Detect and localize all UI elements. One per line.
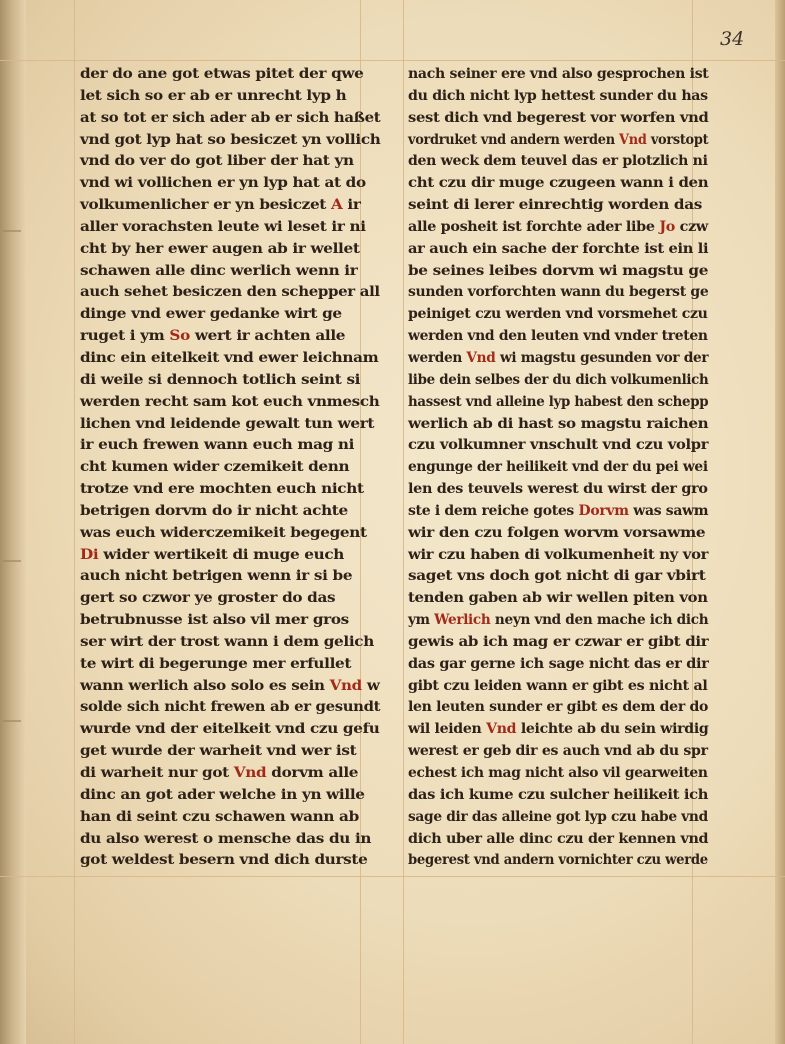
line-text: at so tot er sich ader ab er sich haßet [80, 109, 381, 126]
text-line [80, 457, 380, 479]
line-text: len leuten sunder er gibt es dem der do [408, 699, 709, 716]
stitch-mark [3, 560, 21, 562]
text-line [408, 326, 708, 348]
line-text: vnd got lyp hat so besiczet yn vollich [80, 131, 381, 148]
rubric-initial: Di [80, 546, 99, 563]
line-text: betrigen dorvm do ir nicht achte [80, 502, 348, 519]
rubric-initial: Jo [659, 218, 676, 235]
text-line [408, 785, 708, 807]
ruling-line [0, 60, 785, 61]
text-line [80, 850, 380, 872]
line-text: got weldest besern vnd dich durste [80, 852, 368, 869]
text-line [80, 676, 380, 698]
line-text: libe dein selbes der du dich volkumenlich [408, 371, 709, 388]
line-text: wir den czu folgen worvm vorsawme [408, 524, 706, 541]
text-line [80, 654, 380, 676]
text-line [408, 610, 708, 632]
text-line [80, 588, 380, 610]
line-text: tenden gaben ab wir wellen piten von [408, 590, 708, 607]
stitch-mark [3, 720, 21, 722]
line-text: echest ich mag nicht also vil gearweiten [408, 765, 708, 781]
line-text: ser wirt der trost wann i dem gelich [80, 633, 374, 650]
text-line [408, 523, 708, 545]
line-text: alle posheit ist forchte ader libe Jo czw [408, 218, 708, 235]
text-line [80, 392, 380, 414]
text-line [408, 86, 708, 108]
line-text: len des teuvels werest du wirst der gro [408, 481, 708, 498]
text-line [80, 741, 380, 763]
text-line [408, 719, 708, 741]
text-line [408, 829, 708, 851]
text-line [408, 741, 708, 763]
text-line [408, 676, 708, 698]
text-line [408, 151, 708, 173]
text-line [80, 217, 380, 239]
text-line [408, 588, 708, 610]
text-line [80, 697, 380, 719]
line-text: auch sehet besiczen den schepper all [80, 284, 380, 301]
rubric-initial: Werlich [434, 612, 491, 629]
text-line [408, 654, 708, 676]
text-line [80, 326, 380, 348]
text-line [80, 763, 380, 785]
line-text: engunge der heilikeit vnd der du pei wei [408, 459, 708, 476]
text-line [80, 523, 380, 545]
page-edge [775, 0, 785, 1044]
text-line [80, 610, 380, 632]
stitch-mark [3, 230, 21, 232]
ruling-line [403, 0, 404, 1044]
text-line [408, 370, 708, 392]
text-line [408, 130, 708, 152]
line-text: czu volkumner vnschult vnd czu volpr [408, 437, 709, 454]
line-text: di weile si dennoch totlich seint si [80, 371, 361, 388]
line-text: ruget i ym So wert ir achten alle [80, 328, 346, 345]
text-line [80, 64, 380, 86]
line-text: auch nicht betrigen wenn ir si be [80, 568, 353, 585]
line-text: seint di lerer einrechtig worden das [408, 197, 702, 214]
text-line [408, 261, 708, 283]
line-text: werden vnd den leuten vnd vnder treten [408, 328, 708, 345]
text-line [80, 239, 380, 261]
text-line [80, 545, 380, 567]
text-line [408, 304, 708, 326]
text-line [408, 479, 708, 501]
rubric-initial: So [169, 328, 190, 345]
line-text: den weck dem teuvel das er plotzlich ni [408, 153, 708, 170]
line-text: wann werlich also solo es sein Vnd w [80, 677, 380, 694]
line-text: werden recht sam kot euch vnmesch [80, 393, 380, 410]
rubric-initial: Vnd [486, 721, 517, 738]
text-line [80, 719, 380, 741]
line-text: begerest vnd andern vornichter czu werde [408, 852, 708, 869]
text-line [80, 829, 380, 851]
text-line [408, 457, 708, 479]
text-line [408, 501, 708, 523]
line-text: be seines leibes dorvm wi magstu ge [408, 262, 709, 279]
text-line [408, 239, 708, 261]
text-line [80, 86, 380, 108]
rubric-initial: Vnd [466, 349, 496, 366]
folio-number: 34 [720, 28, 745, 50]
text-line [408, 282, 708, 304]
binding-gutter [0, 0, 26, 1044]
line-text: betrubnusse ist also vil mer gros [80, 612, 349, 629]
text-column-left [80, 64, 380, 872]
line-text: di warheit nur got Vnd dorvm alle [80, 765, 359, 781]
text-line [80, 807, 380, 829]
line-text: nach seiner ere vnd also gesprochen ist [408, 66, 709, 82]
text-line [408, 108, 708, 130]
line-text: was euch widerczemikeit begegent [80, 524, 367, 541]
line-text: das ich kume czu sulcher heilikeit ich [408, 786, 709, 803]
line-text: wurde vnd der eitelkeit vnd czu gefu [80, 721, 380, 738]
line-text: werlich ab di hast so magstu raichen [408, 415, 709, 432]
rubric-initial: Vnd [233, 765, 267, 781]
line-text: cht kumen wider czemikeit denn [80, 459, 350, 476]
line-text: dinc ein eitelkeit vnd ewer leichnam [80, 349, 379, 366]
text-line [408, 435, 708, 457]
text-line [408, 348, 708, 370]
line-text: vnd wi vollichen er yn lyp hat at do [80, 175, 366, 192]
line-text: du dich nicht lyp hettest sunder du has [408, 87, 708, 104]
text-line [80, 282, 380, 304]
line-text: werest er geb dir es auch vnd ab du spr [408, 743, 708, 760]
text-line [408, 566, 708, 588]
line-text: werden Vnd wi magstu gesunden vor der [408, 349, 709, 366]
rubric-initial: Vnd [619, 131, 647, 148]
line-text: dinge vnd ewer gedanke wirt ge [80, 306, 342, 323]
line-text: ym Werlich neyn vnd den mache ich dich [408, 612, 709, 629]
line-text: vordruket vnd andern werden Vnd vorstopt [408, 131, 709, 148]
text-line [80, 632, 380, 654]
text-line [80, 173, 380, 195]
line-text: das gar gerne ich sage nicht das er dir [408, 655, 709, 672]
text-line [408, 632, 708, 654]
text-line [80, 261, 380, 283]
text-line [80, 785, 380, 807]
text-line [80, 108, 380, 130]
text-line [408, 414, 708, 436]
text-line [408, 64, 708, 86]
text-line [408, 173, 708, 195]
line-text: trotze vnd ere mochten euch nicht [80, 481, 364, 498]
text-line [80, 348, 380, 370]
line-text: ste i dem reiche gotes Dorvm was sawm [408, 502, 709, 519]
line-text: cht czu dir muge czugeen wann i den [408, 175, 709, 192]
line-text: gert so czwor ye groster do das [80, 590, 336, 607]
text-column-right [408, 64, 708, 872]
line-text: vnd do ver do got liber der hat yn [80, 153, 354, 170]
line-text: get wurde der warheit vnd wer ist [80, 743, 357, 760]
line-text: sunden vorforchten wann du begerst ge [408, 284, 709, 301]
line-text: wir czu haben di volkumenheit ny vor [408, 546, 709, 563]
line-text: aller vorachsten leute wi leset ir ni [80, 218, 366, 235]
text-line [80, 130, 380, 152]
line-text: solde sich nicht frewen ab er gesundt [80, 699, 381, 716]
ruling-line [0, 876, 785, 877]
ruling-line [74, 0, 75, 1044]
line-text: peiniget czu werden vnd vorsmehet czu [408, 306, 708, 323]
text-line [408, 545, 708, 567]
line-text: volkumenlicher er yn besiczet A ir [80, 197, 361, 214]
rubric-initial: A [330, 197, 343, 214]
line-text: ir euch frewen wann euch mag ni [80, 437, 355, 454]
line-text: gibt czu leiden wann er gibt es nicht al [408, 677, 708, 694]
text-line [80, 501, 380, 523]
line-text: wil leiden Vnd leichte ab du sein wirdig [408, 721, 709, 738]
line-text: schawen alle dinc werlich wenn ir [80, 262, 358, 279]
line-text: Di wider wertikeit di muge euch [80, 546, 345, 563]
line-text: dinc an got ader welche in yn wille [80, 786, 365, 803]
text-line [408, 195, 708, 217]
line-text: let sich so er ab er unrecht lyp h [80, 87, 347, 104]
line-text: dich uber alle dinc czu der kennen vnd [408, 830, 709, 847]
line-text: hassest vnd alleine lyp habest den schepp [408, 393, 709, 410]
text-line [408, 850, 708, 872]
text-line [80, 304, 380, 326]
line-text: du also werest o mensche das du in [80, 830, 372, 847]
line-text: gewis ab ich mag er czwar er gibt dir [408, 633, 709, 650]
line-text: ar auch ein sache der forchte ist ein li [408, 240, 709, 257]
text-line [408, 697, 708, 719]
line-text: lichen vnd leidende gewalt tun wert [80, 415, 375, 432]
text-line [408, 807, 708, 829]
line-text: han di seint czu schawen wann ab [80, 808, 359, 825]
text-line [80, 566, 380, 588]
text-line [80, 414, 380, 436]
line-text: der do ane got etwas pitet der qwe [80, 66, 364, 82]
line-text: sage dir das alleine got lyp czu habe vnd [408, 808, 708, 825]
line-text: cht by her ewer augen ab ir wellet [80, 240, 360, 257]
text-line [80, 435, 380, 457]
line-text: sest dich vnd begerest vor worfen vnd [408, 109, 709, 126]
line-text: te wirt di begerunge mer erfullet [80, 655, 352, 672]
text-line [80, 370, 380, 392]
rubric-initial: Dorvm [578, 502, 629, 519]
text-line [80, 195, 380, 217]
text-line [80, 151, 380, 173]
text-line [80, 479, 380, 501]
text-line [408, 763, 708, 785]
line-text: saget vns doch got nicht di gar vbirt [408, 568, 706, 585]
text-line [408, 217, 708, 239]
text-line [408, 392, 708, 414]
rubric-initial: Vnd [329, 677, 362, 694]
